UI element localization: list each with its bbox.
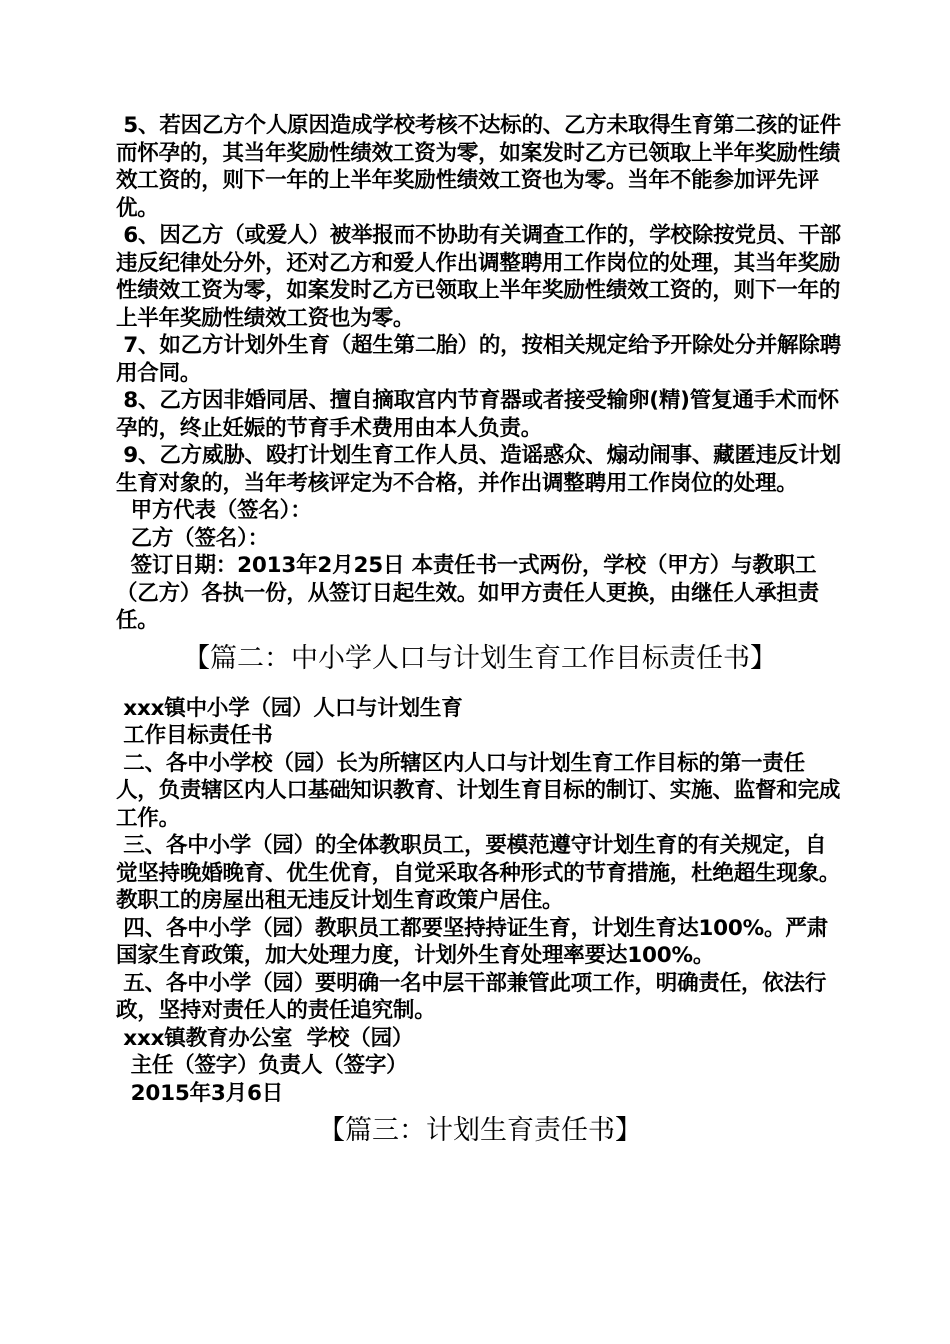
- clause-two: 二、各中小学校（园）长为所辖区内人口与计划生育工作目标的第一责任人，负责辖区内人口基础知识教育、计划生育目标的制订、实施、监督和完成工作。: [116, 750, 841, 831]
- clause-four: 四、各中小学（园）教职员工都要坚持持证生育，计划生育达100%。严肃国家生育政策，加大处理力度，计划外生育处理率要达100%。: [116, 915, 828, 968]
- office-school-line: xxx镇教育办公室 学校（园）: [116, 1025, 414, 1051]
- party-b-signature-line: 乙方（签名）：: [116, 525, 269, 551]
- section-two: [116, 695, 844, 1108]
- clause-7: 7、如乙方计划外生育（超生第二胎）的，按相关规定给予开除处分并解除聘用合同。: [116, 333, 841, 386]
- clause-three: 三、各中小学（园）的全体教职员工，要模范遵守计划生育的有关规定，自觉坚持晚婚晚育、优生优育，自觉采取各种形式的节育措施，杜绝超生现象。教职工的房屋出租无违反计划生育政策户居住。: [116, 833, 841, 913]
- section-two-title-line-1: xxx镇中小学（园）人口与计划生育: [116, 695, 463, 721]
- signature-roles-line: 主任（签字）负责人（签字）: [116, 1053, 408, 1078]
- party-a-signature-line: 甲方代表（签名）：: [116, 498, 312, 523]
- clause-five: 五、各中小学（园）要明确一名中层干部兼管此项工作，明确责任，依法行政，坚持对责任人的责任追究制。: [116, 970, 827, 1023]
- section-one: [116, 112, 844, 635]
- clause-6: 6、因乙方（或爱人）被举报而不协助有关调查工作的，学校除按党员、干部违反纪律处分外，还对乙方和爱人作出调整聘用工作岗位的处理，其当年奖励性绩效工资为零，如案发时乙方已领取上半年奖励性绩效工资的，则下一年的上半年奖励性绩效工资也为零。: [116, 223, 841, 331]
- section-two-date: 2015年3月6日: [116, 1080, 284, 1106]
- clause-9: 9、乙方威胁、殴打计划生育工作人员、造谣惑众、煽动闹事、藏匿违反计划生育对象的，当年考核评定为不合格，并作出调整聘用工作岗位的处理。: [116, 443, 841, 496]
- clause-8: 8、乙方因非婚同居、擅自摘取宫内节育器或者接受输卵(精)管复通手术而怀孕的，终止妊娠的节育手术费用由本人负责。: [116, 388, 839, 441]
- section-two-title-line-2: 工作目标责任书: [116, 723, 273, 748]
- document-body: [116, 112, 844, 1151]
- signing-date-paragraph: 签订日期：2013年2月25日 本责任书一式两份，学校（甲方）与教职工（乙方）各执一份，从签订日起生效。如甲方责任人更换，由继任人承担责任。: [116, 553, 819, 633]
- clause-5: 5、若因乙方个人原因造成学校考核不达标的、乙方未取得生育第二孩的证件而怀孕的，其当年奖励性绩效工资为零，如案发时乙方已领取上半年奖励性绩效工资的，则下一年的上半年奖励性绩效工资也为零。当年不能参加评先评优。: [116, 113, 841, 221]
- section-two-heading: 【篇二：中小学人口与计划生育工作目标责任书】: [183, 642, 777, 674]
- section-three-heading: 【篇三：计划生育责任书】: [318, 1115, 642, 1146]
